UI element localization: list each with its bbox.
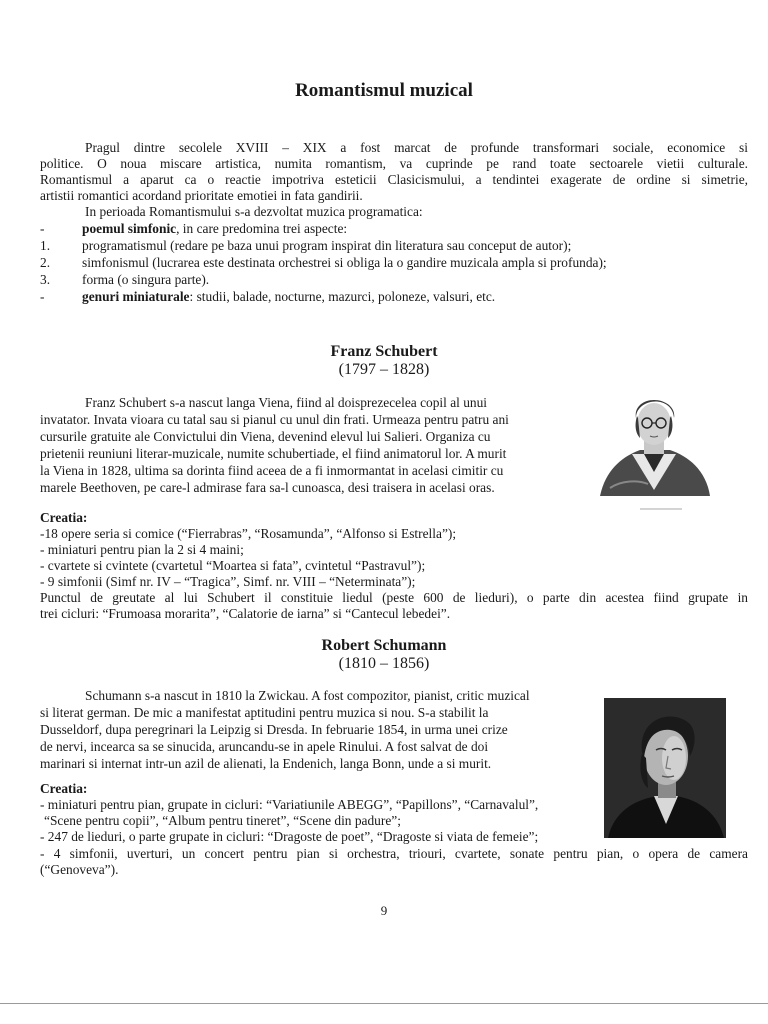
intro-line-2: politice. O noua miscare artistica, numita romantism, va cuprinde pe rand toate sectoarele vietii culturale. bbox=[40, 156, 748, 171]
section-heading-schumann: Robert Schumann bbox=[321, 637, 447, 654]
schumann-work-item: - 4 simfonii, uverturi, un concert pentru pian si orchestra, triouri, cvartete, sonate pentru pian, o opera de camera bbox=[40, 846, 748, 861]
section-years-schumann: (1810 – 1856) bbox=[338, 655, 430, 672]
schubert-bio-line: prietenii reuniuni literar-muzicale, numite schubertiade, el fiind animatorul lor. A murit bbox=[40, 446, 507, 461]
schubert-work-item: trei cicluri: “Frumoasa morarita”, “Calatorie de iarna” si “Cantecul lebedei”. bbox=[40, 606, 451, 621]
intro-line-3: Romantismul a aparut ca o reactie impotriva esteticii Clasicismului, a tendintei exagerate de ordine si simetrie, bbox=[40, 172, 748, 187]
list-item bbox=[40, 289, 748, 305]
footer-divider bbox=[0, 1003, 768, 1004]
schumann-bio-line: marinari si internat intr-un azil de alienati, la Endenich, langa Bonn, unde a si murit. bbox=[40, 756, 492, 771]
list-marker: 1. bbox=[40, 238, 51, 253]
list-item bbox=[40, 221, 748, 237]
section-heading-schubert: Franz Schubert bbox=[330, 343, 438, 360]
schumann-creatia-heading: Creatia: bbox=[40, 781, 88, 796]
page-title: Romantismul muzical bbox=[295, 80, 473, 101]
list-item-text: simfonismul (lucrarea este destinata orchestrei si obliga la o gandire muzicala ampla si profunda); bbox=[82, 255, 607, 270]
list-item-text: programatismul (redare pe baza unui program inspirat din literatura sau conceput de autor); bbox=[82, 238, 572, 253]
list-marker: - bbox=[40, 289, 45, 304]
schubert-work-item: Punctul de greutate al lui Schubert il constituie liedul (peste 600 de lieduri), o parte din acestea fiind grupate in bbox=[40, 590, 748, 605]
intro-line-4: artistii romantici acordand prioritate emotiei in fata gandirii. bbox=[40, 188, 363, 203]
list-marker: - bbox=[40, 221, 45, 236]
section-years-schubert: (1797 – 1828) bbox=[338, 361, 430, 378]
intro-line-1: Pragul dintre secolele XVIII – XIX a fost marcat de profunde transformari sociale, economice si bbox=[85, 140, 748, 155]
page-number: 9 bbox=[380, 903, 388, 918]
schumann-work-item: - 247 de lieduri, o parte grupate in cicluri: “Dragoste de poet”, “Dragoste si viata de femeie”; bbox=[40, 829, 539, 844]
intro-paragraph-2: In perioada Romantismului s-a dezvoltat muzica programatica: bbox=[85, 204, 423, 219]
schubert-bio-line: invatator. Invata vioara cu tatal sau si pianul cu unul din frati. Urmeaza pentru patru ani bbox=[40, 412, 509, 427]
list-item-text: , in care predomina trei aspecte: bbox=[176, 221, 348, 236]
schubert-portrait bbox=[592, 388, 717, 513]
schubert-work-item: - miniaturi pentru pian la 2 si 4 maini; bbox=[40, 542, 244, 557]
schubert-bio-line: Franz Schubert s-a nascut langa Viena, fiind al doisprezecelea copil al unui bbox=[85, 395, 488, 410]
schumann-work-item: (“Genoveva”). bbox=[40, 862, 119, 877]
schumann-bio-line: de nervi, incearca sa se sinucida, aruncandu-se in apele Rinului. A fost salvat de doi bbox=[40, 739, 489, 754]
schumann-work-item: - miniaturi pentru pian, grupate in cicluri: “Variatiunile ABEGG”, “Papillons”, “Carnavalul”, bbox=[40, 797, 539, 812]
schubert-work-item: - cvartete si cvintete (cvartetul “Moartea si fata”, cvintetul “Pastravul”); bbox=[40, 558, 426, 573]
list-item-text: forma (o singura parte). bbox=[82, 272, 210, 287]
schumann-bio-line: Schumann s-a nascut in 1810 la Zwickau. A fost compozitor, pianist, critic muzical bbox=[85, 688, 530, 703]
list-item-bold: genuri miniaturale bbox=[82, 289, 190, 304]
schubert-bio-line: la Viena in 1828, ultima sa dorinta fiind aceea de a fi inmormantat in acelasi cimitir cu bbox=[40, 463, 504, 478]
schubert-work-item: -18 opere seria si comice (“Fierrabras”, “Rosamunda”, “Alfonso si Estrella”); bbox=[40, 526, 457, 541]
schubert-bio-line: cursurile gratuite ale Convictului din Viena, devenind elevul lui Salieri. Organiza cu bbox=[40, 429, 491, 444]
list-item bbox=[40, 255, 748, 271]
list-marker: 3. bbox=[40, 272, 51, 287]
schubert-creatia-heading: Creatia: bbox=[40, 510, 88, 525]
list-item-bold: poemul simfonic bbox=[82, 221, 177, 236]
list-item bbox=[40, 238, 748, 254]
schubert-bio-line: marele Beethoven, pe care-l admirase fara sa-l cunoasca, desi traisera in acelasi oras. bbox=[40, 480, 495, 495]
schumann-bio-line: si literat german. De mic a manifestat aptitudini pentru muzica si nou. S-a stabilit la bbox=[40, 705, 489, 720]
schumann-portrait bbox=[604, 698, 726, 838]
schumann-work-item: “Scene pentru copii”, “Album pentru tineret”, “Scene din padure”; bbox=[44, 813, 401, 828]
list-marker: 2. bbox=[40, 255, 51, 270]
schubert-work-item: - 9 simfonii (Simf nr. IV – “Tragica”, Simf. nr. VIII – “Neterminata”); bbox=[40, 574, 416, 589]
list-item bbox=[40, 272, 748, 288]
schumann-bio-line: Dusseldorf, dupa peregrinari la Leipzig si Dresda. In februarie 1854, in urma unei crize bbox=[40, 722, 508, 737]
list-item-text: : studii, balade, nocturne, mazurci, poloneze, valsuri, etc. bbox=[189, 289, 496, 304]
